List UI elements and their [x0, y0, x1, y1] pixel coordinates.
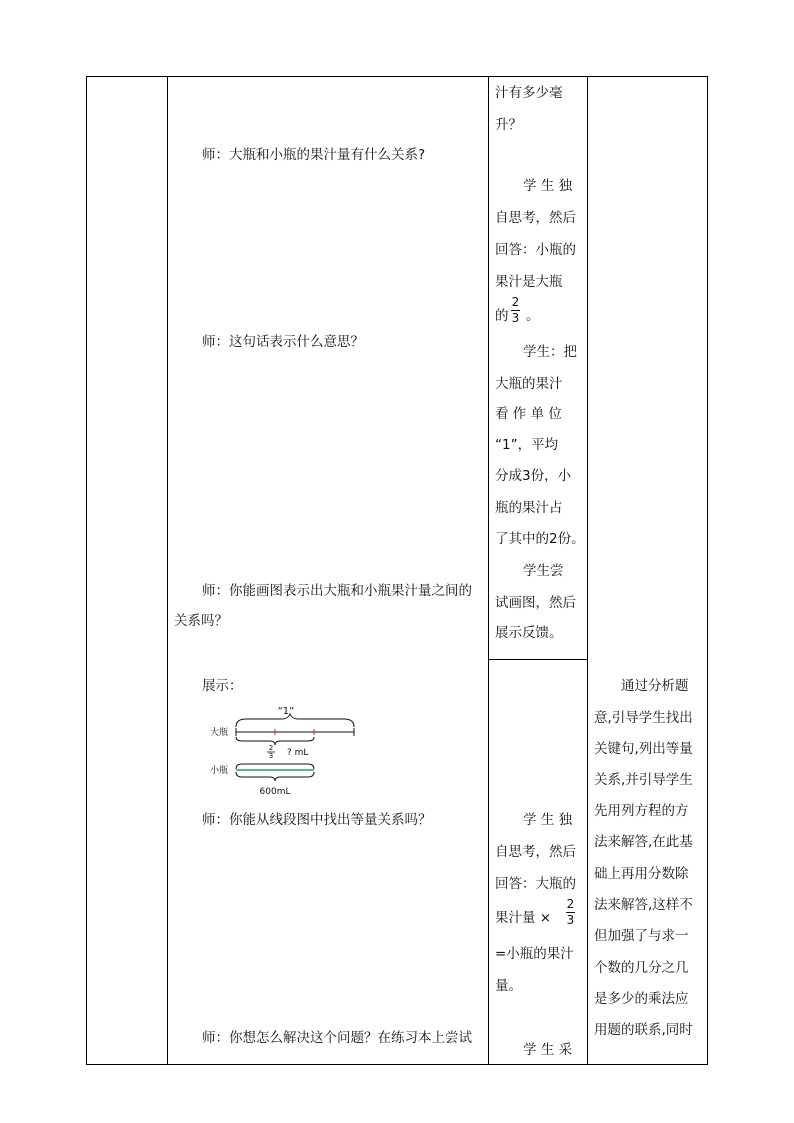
student-answer-2-l2: 大瓶的果汁: [495, 376, 563, 392]
small-bottle-top-brace: [236, 764, 314, 769]
intent-l8: 法来解答,这样不: [594, 897, 693, 913]
student-answer-1-post: 。: [526, 308, 540, 324]
student-answer-4-fraction: [566, 898, 575, 927]
line-segment-diagram: [200, 700, 370, 800]
student-answer-1-pre: 的: [495, 308, 509, 324]
table-border-bottom: [86, 1064, 708, 1065]
student-answer-4-l3: 回答：大瓶的: [495, 876, 576, 892]
big-bottle-label: 大瓶: [210, 728, 229, 738]
column-divider-3: [587, 76, 588, 1065]
question-ml-label: ? mL: [287, 748, 309, 758]
student-answer-4-tail-l1: =小瓶的果汁: [495, 946, 574, 962]
student-answer-1-l1: 学 生 独: [523, 178, 573, 194]
column-divider-1: [167, 76, 168, 1065]
student-answer-1-fraction: [511, 296, 520, 325]
student-answer-4-l2: 自思考，然后: [495, 844, 576, 860]
teacher-question-3-line1: 师：你能画图表示出大瓶和小瓶果汁量之间的: [202, 583, 472, 599]
student-text-l1: 汁有多少毫: [495, 85, 563, 101]
student-answer-1-l4: 果汁是大瓶: [495, 274, 563, 290]
student-answer-1-l3: 回答：小瓶的: [495, 242, 576, 258]
intent-l11: 是多少的乘法应: [594, 991, 689, 1007]
teacher-question-3-line2: 关系吗？: [174, 613, 228, 629]
student-answer-3-l2: 试画图，然后: [495, 595, 576, 611]
student-answer-4-tail-l2: 量。: [495, 978, 522, 994]
student-answer-2-l1: 学生：把: [523, 344, 577, 360]
fraction-numerator: 2: [566, 897, 575, 911]
student-answer-2-l5: 分成3份，小: [495, 468, 572, 484]
fraction-numerator: 2: [511, 295, 520, 309]
teacher-question-5: 师：你想怎么解决这个问题？在练习本上尝试: [202, 1030, 472, 1046]
intent-l3: 关键句,列出等量: [594, 741, 693, 757]
intent-l9: 但加强了与求一: [594, 928, 689, 944]
student-answer-1-l2: 自思考，然后: [495, 210, 576, 226]
teacher-question-1: 师：大瓶和小瓶的果汁量有什么关系?: [202, 147, 426, 163]
student-answer-2-l6: 瓶的果汁占: [495, 500, 563, 516]
student-answer-4-mult: 果汁量 ×: [495, 910, 552, 926]
column-divider-2: [488, 76, 489, 1065]
student-answer-3-l3: 展示反馈。: [495, 625, 563, 641]
show-label: 展示：: [202, 678, 243, 694]
student-answer-2-l4: “1”，平均: [495, 437, 559, 453]
row-divider: [488, 659, 587, 660]
intent-l1: 通过分析题: [621, 678, 689, 694]
diagram-fraction-num: 2: [268, 744, 274, 752]
intent-l12: 用题的联系,同时: [594, 1022, 693, 1038]
top-brace: [236, 714, 354, 727]
intent-l6: 法来解答,在此基: [594, 834, 693, 850]
small-bottle-value: 600mL: [259, 787, 291, 797]
intent-l2: 意,引导学生找出: [594, 710, 693, 726]
fraction-denominator: 3: [566, 913, 575, 927]
small-bottle-bottom-brace: [236, 772, 314, 781]
diagram-fraction-den: 3: [268, 752, 274, 760]
table-border-left: [86, 76, 87, 1065]
table-border-right: [707, 76, 708, 1065]
table-border-top: [86, 76, 708, 77]
student-text-l2: 升？: [495, 117, 522, 133]
teacher-question-4: 师：你能从线段图中找出等量关系吗？: [202, 812, 432, 828]
student-answer-5-l1: 学 生 采: [523, 1042, 573, 1058]
student-answer-2-l3: 看 作 单 位: [495, 406, 562, 422]
two-thirds-brace: [236, 737, 314, 745]
small-bottle-label: 小瓶: [210, 766, 229, 776]
teacher-question-2: 师：这句话表示什么意思？: [202, 334, 364, 350]
intent-l5: 先用列方程的方: [594, 803, 689, 819]
intent-l7: 础上再用分数除: [594, 866, 689, 882]
fraction-denominator: 3: [511, 311, 520, 325]
unit-one-label: “1”: [277, 706, 295, 717]
intent-l4: 关系,并引导学生: [594, 772, 693, 788]
student-answer-3-l1: 学生尝: [523, 563, 564, 579]
student-answer-4-l1: 学 生 独: [523, 812, 573, 828]
intent-l10: 个数的几分之几: [594, 960, 689, 976]
student-answer-2-l7: 了其中的2份。: [495, 531, 585, 547]
